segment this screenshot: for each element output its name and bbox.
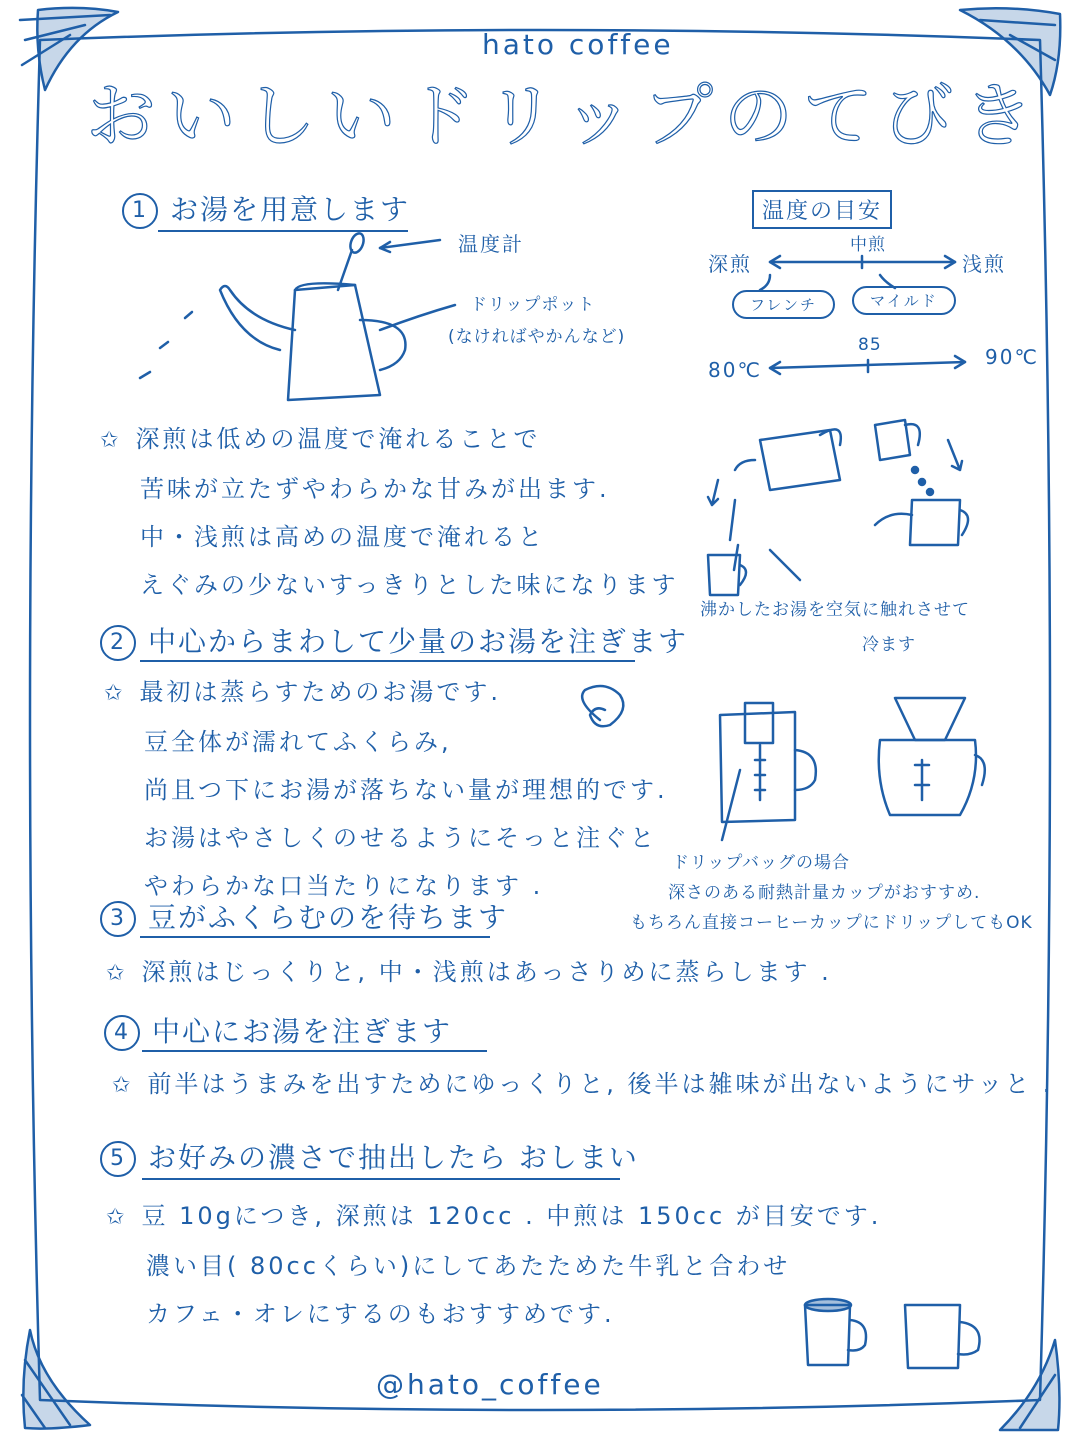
- star-icon: ✩: [104, 681, 126, 706]
- light-roast-label: 浅煎: [962, 252, 1006, 276]
- step-2-heading: [100, 620, 688, 661]
- step-number-4: 4: [104, 1015, 140, 1051]
- step-number-5: 5: [100, 1141, 136, 1177]
- step-1-underline: [158, 230, 408, 232]
- mild-badge: マイルド: [852, 286, 956, 315]
- temp-low-label: 80℃: [708, 358, 762, 382]
- dripper-server-illustration: [879, 698, 985, 815]
- step-3-title: 豆がふくらむのを待ちます: [148, 901, 509, 934]
- medium-roast-label: 中煎: [850, 235, 886, 255]
- pot-alt-label: (なければやかんなど): [448, 327, 626, 347]
- note-line: お湯はやさしくのせるようにそっと注ぐと: [144, 824, 657, 852]
- note-line: 濃い目( 80ccくらい)にしてあたためた牛乳と合わせ: [146, 1252, 791, 1280]
- note-line: えぐみの少ないすっきりとした味になります: [140, 571, 679, 599]
- step-number-3: 3: [100, 901, 136, 937]
- mug-illustration-2: [905, 1305, 980, 1368]
- star-icon: ✩: [106, 961, 128, 986]
- note-line: 前半はうまみを出すためにゆっくりと, 後半は雑味が出ないようにサッと .: [147, 1070, 1054, 1098]
- step-number-2: 2: [100, 625, 136, 661]
- drip-pot-illustration: [220, 283, 405, 400]
- note-line: 深煎は低めの温度で淹れることで: [135, 425, 541, 453]
- pot-label: ドリップポット: [470, 295, 596, 315]
- note-line: カフェ・オレにするのもおすすめです.: [146, 1300, 615, 1328]
- note-line: 深煎はじっくりと, 中・浅煎はあっさりめに蒸らします .: [141, 958, 832, 986]
- cool-note-line1: 沸かしたお湯を空気に触れさせて: [700, 600, 970, 620]
- temp-guide-title: 温度の目安: [752, 190, 892, 229]
- step-2-title: 中心からまわして少量のお湯を注ぎます: [148, 625, 689, 658]
- dripbag-line3: もちろん直接コーヒーカップにドリップしてもOK: [630, 913, 1033, 933]
- page-title: おいしいドリップのてびき: [86, 75, 1044, 157]
- note-line: 最初は蒸らすためのお湯です.: [139, 678, 502, 706]
- step-1-notes: [100, 415, 679, 609]
- note-line: 豆 10gにつき, 深煎は 120cc . 中煎は 150cc が目安です.: [141, 1202, 882, 1230]
- step-4-underline: [142, 1050, 487, 1052]
- star-icon: ✩: [106, 1205, 128, 1230]
- drip-bag-cup-illustration: [720, 703, 816, 840]
- corner-ornament-bl: [22, 1330, 90, 1429]
- note-line: 尚且つ下にお湯が落ちない量が理想的です.: [144, 776, 668, 804]
- step-5-heading: [100, 1136, 639, 1177]
- note-line: 苦味が立たずやわらかな甘みが出ます.: [140, 475, 610, 503]
- brand-name: hato coffee: [482, 28, 674, 61]
- dark-roast-label: 深煎: [708, 252, 752, 276]
- instagram-handle[interactable]: @hato_coffee: [376, 1368, 604, 1401]
- note-line: 豆全体が濡れてふくらみ,: [144, 728, 452, 756]
- step-3-underline: [140, 936, 490, 938]
- step-2-notes: [104, 668, 668, 910]
- corner-ornament-br: [1000, 1340, 1059, 1430]
- step-5-underline: [142, 1178, 620, 1180]
- french-badge: フレンチ: [732, 290, 835, 319]
- step-4-note: [112, 1060, 1053, 1110]
- star-icon: ✩: [100, 428, 122, 453]
- step-3-heading: [100, 896, 508, 937]
- step-number-1: 1: [122, 193, 158, 229]
- temp-high-label: 90℃: [985, 345, 1039, 369]
- step-1-heading: [122, 188, 410, 229]
- thermometer-label: 温度計: [458, 232, 524, 256]
- pour-to-pot-illustration: [875, 420, 968, 545]
- cool-note-line2: 冷ます: [862, 635, 916, 655]
- step-2-underline: [140, 660, 635, 662]
- dripbag-line1: ドリップバッグの場合: [672, 853, 850, 873]
- step-5-title: お好みの濃さで抽出したら おしまい: [148, 1141, 639, 1174]
- note-line: やわらかな口当たりになります .: [144, 872, 544, 900]
- star-icon: ✩: [112, 1073, 134, 1098]
- note-line: 中・浅煎は高めの温度で淹れると: [140, 523, 545, 551]
- step-5-notes: [106, 1192, 881, 1338]
- step-4-heading: [104, 1010, 452, 1051]
- thermometer-illustration: [338, 232, 366, 290]
- step-3-note: [106, 948, 832, 998]
- dripbag-line2: 深さのある耐熱計量カップがおすすめ.: [668, 883, 981, 903]
- pot-pointer: [380, 305, 455, 330]
- step-1-title: お湯を用意します: [170, 193, 411, 226]
- temp-mid-label: 85: [858, 335, 882, 355]
- step-4-title: 中心にお湯を注ぎます: [152, 1015, 453, 1048]
- pour-to-air-illustration: [708, 429, 841, 595]
